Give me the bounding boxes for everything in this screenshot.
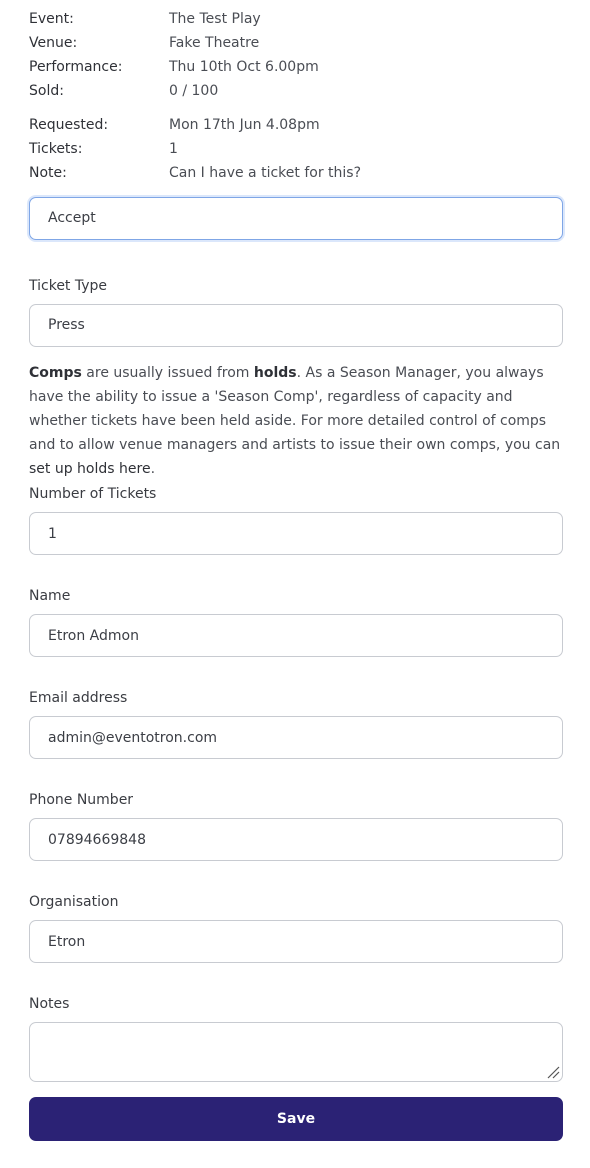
help-text-part: . As a Season Manager, you always have the ability to issue a 'Season Comp', regardless of capacity and whether tickets have been held aside. For more detailed control of comps and to allow venue managers and artists to issue their own comps, you can [29, 365, 561, 453]
info-label: Event: [29, 11, 74, 27]
num-tickets-input[interactable] [29, 512, 563, 555]
name-input[interactable] [29, 614, 563, 657]
organisation-input[interactable] [29, 920, 563, 963]
info-label: Sold: [29, 83, 64, 99]
email-input[interactable] [29, 716, 563, 759]
notes-label: Notes [29, 996, 70, 1012]
info-value: Fake Theatre [169, 35, 260, 51]
help-comps-term: Comps [29, 365, 82, 381]
info-value: 0 / 100 [169, 83, 219, 99]
num-tickets-label: Number of Tickets [29, 486, 157, 502]
info-label: Tickets: [29, 141, 83, 157]
help-text-part: . [150, 461, 156, 477]
info-value: Thu 10th Oct 6.00pm [169, 59, 319, 75]
resize-grip-icon[interactable] [546, 1065, 560, 1079]
ticket-type-select[interactable]: Press [29, 304, 563, 347]
save-button[interactable]: Save [29, 1097, 563, 1141]
organisation-label: Organisation [29, 894, 119, 910]
info-value: The Test Play [169, 11, 261, 27]
action-select[interactable]: Accept [29, 197, 563, 240]
phone-input[interactable] [29, 818, 563, 861]
ticket-type-label: Ticket Type [29, 278, 108, 294]
setup-holds-link[interactable]: set up holds here [29, 461, 151, 477]
info-value: Mon 17th Jun 4.08pm [169, 117, 320, 133]
comps-help-text [29, 361, 563, 481]
name-label: Name [29, 588, 71, 604]
info-value: Can I have a ticket for this? [169, 165, 362, 181]
help-text-part: are usually issued from [81, 365, 254, 381]
info-value: 1 [169, 141, 178, 157]
info-label: Note: [29, 165, 67, 181]
email-label: Email address [29, 690, 128, 706]
help-holds-term: holds [253, 365, 297, 381]
notes-textarea[interactable] [29, 1022, 563, 1082]
info-label: Venue: [29, 35, 78, 51]
info-label: Requested: [29, 117, 109, 133]
info-label: Performance: [29, 59, 123, 75]
notes-field-wrapper [29, 1022, 563, 1082]
phone-label: Phone Number [29, 792, 134, 808]
